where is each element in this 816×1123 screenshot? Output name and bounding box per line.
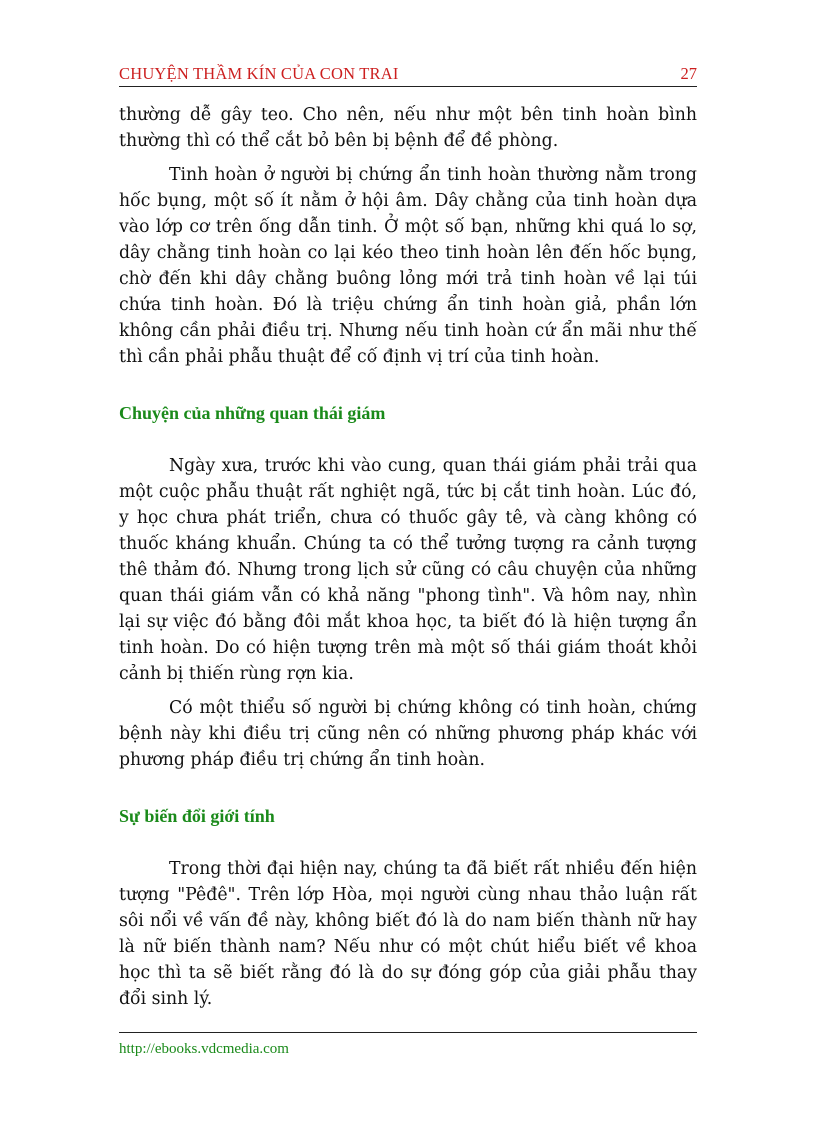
paragraph: Trong thời đại hiện nay, chúng ta đã biết rất nhiều đến hiện tượng "Pêđê". Trên lớp Hòa, mọi người cùng nhau thảo luận rất sôi nổi về vấn đề này, không biết đó là do nam biến thành nữ hay là nữ biến thành nam? Nếu như có một chút hiểu biết về khoa học thì ta sẽ biết rằng đó là do sự đóng góp của giải phẫu thay đổi sinh lý. [119,859,697,1009]
page-content [119,102,697,1012]
book-title: CHUYỆN THẦM KÍN CỦA CON TRAI [119,64,399,83]
paragraph: Tinh hoàn ở người bị chứng ẩn tinh hoàn thường nằm trong hốc bụng, một số ít nằm ở hội âm. Dây chằng của tinh hoàn dựa vào lớp cơ trên ống dẫn tinh. Ở một số bạn, những khi quá lo sợ, dây chằng tinh hoàn co lại kéo theo tinh hoàn lên đến hốc bụng, chờ đến khi dây chằng buông lỏng mới trả tinh hoàn về lại túi chứa tinh hoàn. Đó là triệu chứng ẩn tinh hoàn giả, phần lớn không cần phải điều trị. Nhưng nếu tinh hoàn cứ ẩn mãi như thế thì cần phải phẫu thuật để cố định vị trí của tinh hoàn. [119,165,697,367]
paragraph: Có một thiểu số người bị chứng không có tinh hoàn, chứng bệnh này khi điều trị cũng nên có những phương pháp khác với phương pháp điều trị chứng ẩn tinh hoàn. [119,698,697,770]
footer-divider [119,1032,697,1033]
paragraph: thường dễ gây teo. Cho nên, nếu như một bên tinh hoàn bình thường thì có thể cắt bỏ bên bị bệnh để đề phòng. [119,105,697,151]
paragraph: Ngày xưa, trước khi vào cung, quan thái giám phải trải qua một cuộc phẫu thuật rất nghiệt ngã, tức bị cắt tinh hoàn. Lúc đó, y học chưa phát triển, chưa có thuốc gây tê, và càng không có thuốc kháng khuẩn. Chúng ta có thể tưởng tượng ra cảnh tượng thê thảm đó. Nhưng trong lịch sử cũng có câu chuyện của những quan thái giám vẫn có khả năng "phong tình". Và hôm nay, nhìn lại sự việc đó bằng đôi mắt khoa học, ta biết đó là hiện tượng ẩn tinh hoàn. Do có hiện tượng trên mà một số thái giám thoát khỏi cảnh bị thiến rùng rợn kia. [119,456,697,684]
section-heading-eunuchs: Chuyện của những quan thái giám [119,403,386,423]
page-number: 27 [680,64,697,83]
footer-url[interactable]: http://ebooks.vdcmedia.com [119,1041,289,1057]
page-header [119,62,697,87]
section-heading-gender-change: Sự biến đổi giới tính [119,806,275,826]
